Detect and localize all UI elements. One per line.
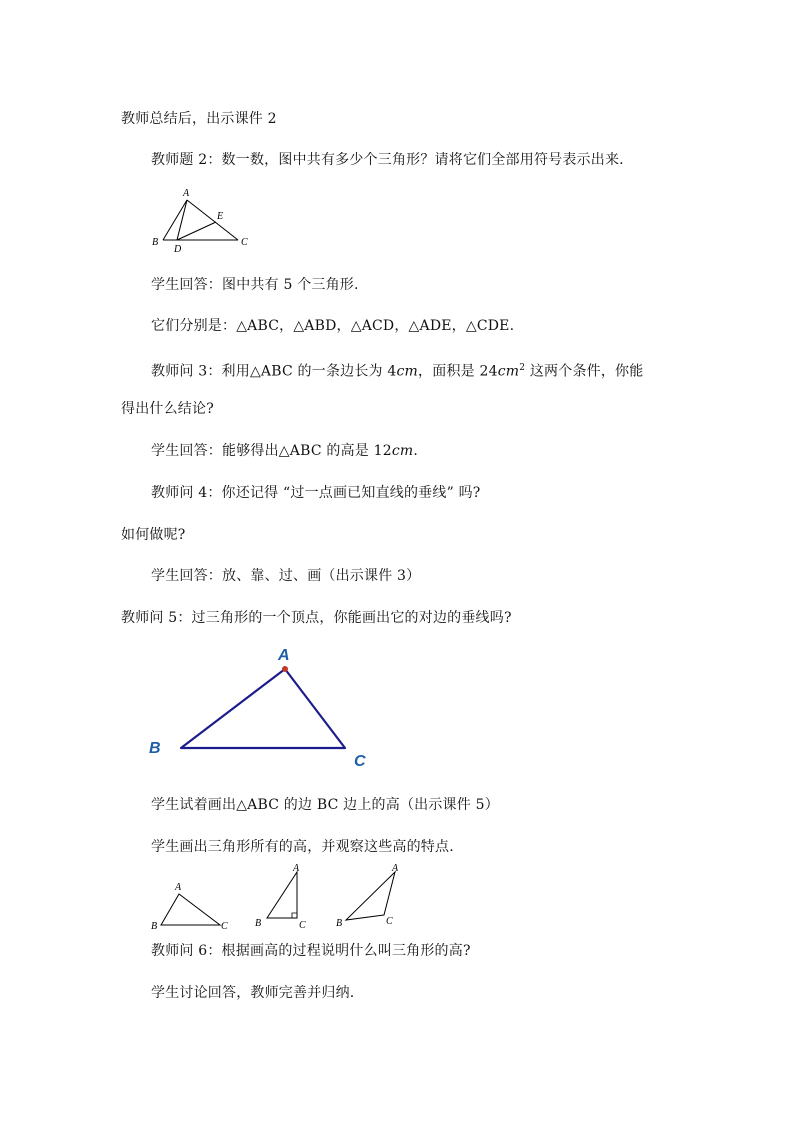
figure-triangle-types: [145, 862, 415, 934]
paragraph-5-part-b: ，面积是 24: [418, 363, 498, 380]
paragraph-13: 学生画出三角形所有的高，并观察这些高的特点.: [151, 839, 454, 855]
paragraph-1: 教师总结后，出示课件 2: [121, 111, 277, 127]
segment-ad: [177, 200, 187, 240]
obtuse-label-b: B: [336, 918, 343, 929]
label-a: A: [183, 188, 190, 199]
paragraph-10: 学生回答：放、靠、过、画（出示课件 3）: [151, 568, 421, 584]
label-c: C: [241, 237, 248, 248]
paragraph-8: 教师问 4：你还记得 “过一点画已知直线的垂线” 吗?: [151, 485, 481, 501]
paragraph-14: 教师问 6：根据画高的过程说明什么叫三角形的高?: [151, 943, 471, 959]
right-label-b: B: [255, 918, 262, 929]
label-b: B: [149, 740, 161, 757]
figure-triangle-abc-large: [140, 640, 380, 775]
paragraph-4: 它们分别是：△ABC，△ABD，△ACD，△ADE，△CDE.: [151, 318, 515, 334]
acute-label-c: C: [221, 921, 228, 932]
obtuse-triangle: [336, 863, 399, 929]
paragraph-5-part-a: 教师问 3：利用△ABC 的一条边长为 4: [151, 363, 397, 380]
obtuse-label-a: A: [392, 863, 399, 874]
unit-cm-squared: cm: [497, 363, 520, 380]
paragraph-7-part-b: .: [413, 443, 419, 459]
paragraph-2: 教师题 2：数一数，图中共有多少个三角形？请将它们全部用符号表示出来.: [151, 152, 624, 168]
unit-exponent: 2: [519, 363, 526, 373]
segment-ac: [187, 200, 238, 240]
paragraph-9: 如何做呢?: [121, 527, 186, 543]
obtuse-label-c: C: [386, 916, 393, 927]
acute-label-b: B: [151, 921, 158, 932]
paragraph-3: 学生回答：图中共有 5 个三角形.: [151, 277, 359, 293]
paragraph-5-part-c: 这两个条件，你能: [525, 363, 644, 380]
vertex-a-dot: [282, 666, 288, 672]
triangle-abc: [181, 669, 345, 748]
acute-label-a: A: [175, 882, 182, 893]
paragraph-5: [151, 359, 643, 381]
label-d: D: [174, 244, 182, 255]
paragraph-7-part-a: 学生回答：能够得出△ABC 的高是 12: [151, 443, 392, 459]
paragraph-15: 学生讨论回答，教师完善并归纳.: [151, 985, 355, 1001]
label-b: B: [152, 237, 159, 248]
paragraph-7: [151, 442, 418, 460]
unit-cm: cm: [396, 363, 419, 380]
label-a: A: [278, 647, 290, 664]
unit-cm: cm: [391, 443, 414, 459]
segment-ab: [163, 200, 187, 240]
paragraph-11: 教师问 5：过三角形的一个顶点，你能画出它的对边的垂线吗?: [121, 610, 512, 626]
segment-de: [177, 222, 216, 240]
right-label-a: A: [293, 863, 300, 874]
paragraph-6: 得出什么结论?: [121, 401, 214, 417]
acute-triangle: [151, 882, 228, 932]
label-c: C: [354, 753, 366, 770]
label-e: E: [217, 211, 224, 222]
right-label-c: C: [299, 920, 306, 931]
paragraph-12: 学生试着画出△ABC 的边 BC 边上的高（出示课件 5）: [151, 797, 499, 813]
figure-triangle-abc-de: [148, 184, 258, 259]
right-triangle: [255, 863, 306, 931]
